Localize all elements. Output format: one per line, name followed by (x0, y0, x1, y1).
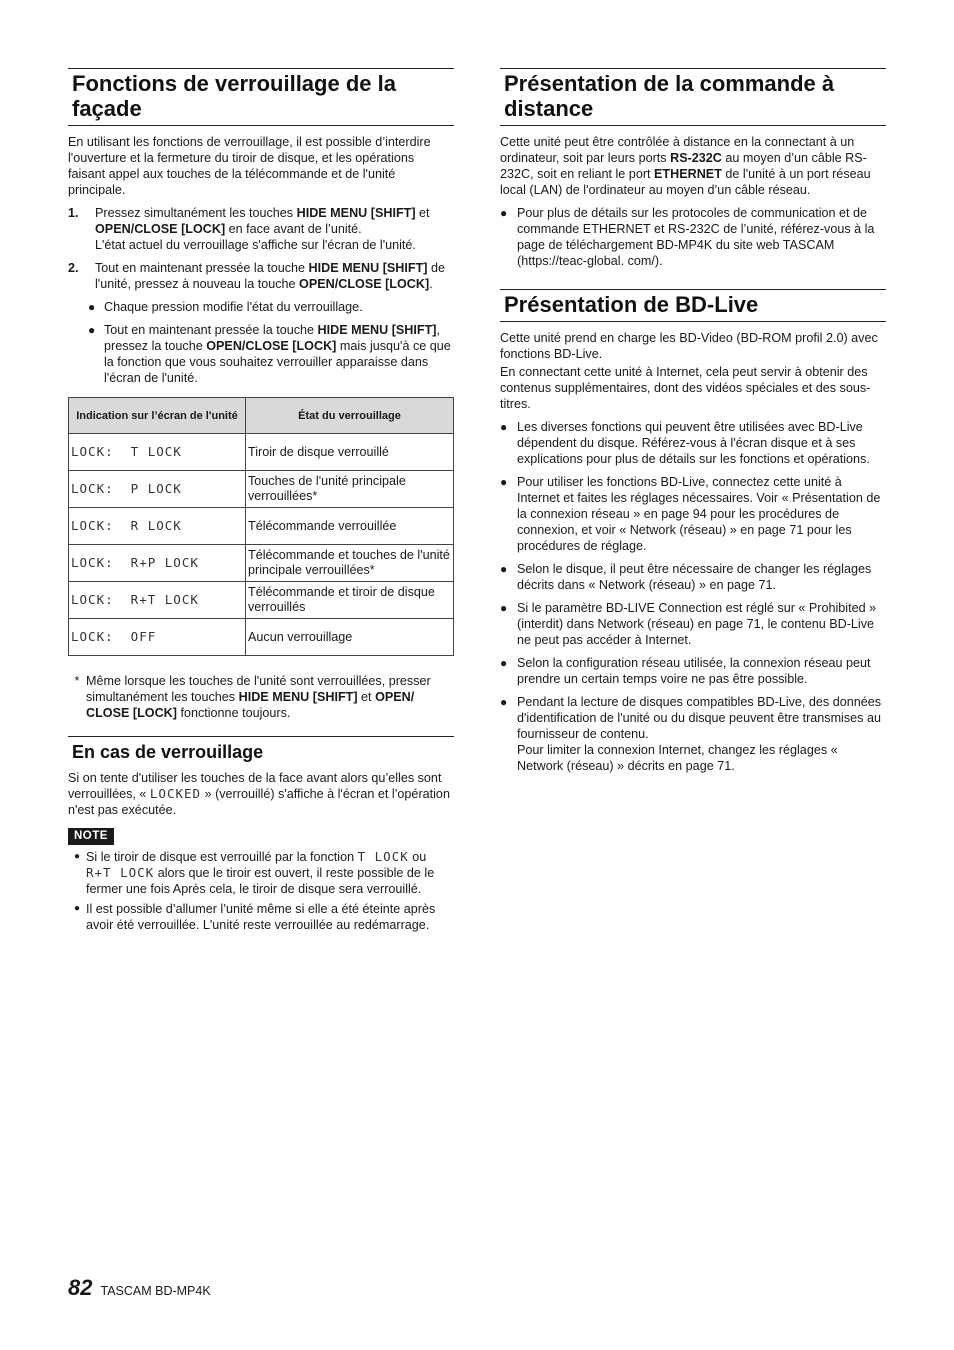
bullet-icon: ● (73, 903, 81, 914)
bullet-text: Pour plus de détails sur les protocoles de communication et de commande ETHERNET et RS-232C de l’unité, référez-vous à la page de téléchargement BD-MP4K du site web TASCAM (https://teac-global. com/). (517, 206, 875, 268)
bullet-icon: ● (500, 420, 508, 434)
note-text: Il est possible d’allumer l’unité même si elle a été éteinte après avoir été verrouillée. L'unité reste verrouillée au redémarrage. (86, 902, 436, 932)
paragraph-text: Cette unité peut être contrôlée à distance en la connectant à un ordinateur, soit par leurs ports (500, 135, 855, 165)
step-text: en face avant de l’unité. (225, 222, 362, 236)
lock-state: Tiroir de disque verrouillé (246, 434, 454, 471)
note-text-part: alors que le tiroir est ouvert, il reste possible de le fermer une fois Après cela, le tiroir de disque sera verrouillé. (86, 866, 435, 896)
page-footer (68, 1275, 211, 1300)
table-row (69, 471, 454, 508)
display-indication: LOCKED (149, 786, 202, 801)
bullet-icon: ● (500, 206, 508, 220)
remote-paragraph (500, 134, 886, 198)
table-header: Indication sur l’écran de l'unité (69, 398, 246, 434)
table-row (69, 434, 454, 471)
bullet-text: Selon le disque, il peut être nécessaire de changer les réglages décrits dans « Network (réseau) » en page 71. (517, 562, 872, 592)
bullet-icon: ● (500, 562, 508, 576)
display-indication: LOCK: OFF (71, 629, 157, 644)
note-text-part: Si le tiroir de disque est verrouillé par la fonction (86, 850, 358, 864)
page-number: 82 (68, 1275, 93, 1300)
display-indication: LOCK: T LOCK (71, 444, 182, 459)
bdlive-bullets (500, 419, 886, 774)
table-row (69, 545, 454, 582)
key-name: HIDE MENU [SHIFT] (308, 261, 428, 275)
paragraph-text: Si on tente d'utiliser les touches de la face avant alors qu’elles sont verrouillées, « (68, 771, 442, 801)
step-result: L'état actuel du verrouillage s'affiche sur l'écran de l'unité. (95, 238, 416, 252)
bdlive-paragraph-1: Cette unité prend en charge les BD-Video (BD-ROM profil 2.0) avec fonctions BD-Live. (500, 331, 878, 361)
bullet-text: Les diverses fonctions qui peuvent être utilisées avec BD-Live dépendent du disque. Référez-vous à l'écran disque et à ses explications pour plus de détails sur les fonctions et opérations. (517, 420, 870, 466)
right-column (500, 68, 886, 774)
list-item (500, 419, 886, 467)
key-name: OPEN/CLOSE [LOCK] (299, 277, 430, 291)
list-item (88, 299, 454, 315)
note-text (86, 849, 454, 897)
step-text: Pressez simultanément les touches (95, 206, 297, 220)
paragraph-text: de l'unité à un port réseau local (LAN) de l'ordinateur au moyen d’un câble réseau. (500, 167, 871, 197)
bullet-icon: ● (500, 475, 508, 489)
left-column (68, 68, 454, 933)
display-indication: LOCK: R+P LOCK (71, 555, 199, 570)
display-indication: T LOCK (357, 849, 409, 864)
bullet-icon: ● (88, 300, 96, 314)
display-indication: R+T LOCK (86, 865, 155, 880)
lock-state: Télécommande verrouillée (246, 508, 454, 545)
lock-state: Télécommande et touches de l'unité principale verrouillées* (246, 545, 454, 582)
lock-state: Télécommande et tiroir de disque verrouillés (246, 582, 454, 619)
bullet-text: Pour utiliser les fonctions BD-Live, connectez cette unité à Internet et faites les réglages nécessaires. Voir « Présentation de la connexion réseau » en page 94 pour les procédures de connexion, et voir « Network (réseau) » en page 71 pour les procédures de réglage. (517, 475, 881, 553)
list-item (500, 655, 886, 687)
locked-paragraph (68, 770, 454, 818)
table-row (69, 582, 454, 619)
section-title-bd-live: Présentation de BD-Live (500, 289, 886, 322)
step-2 (68, 260, 454, 292)
step-text: de l'unité, pressez à nouveau la touche (95, 261, 445, 291)
bullet-text: Chaque pression modifie l'état du verrouillage. (104, 300, 363, 314)
section-title-remote: Présentation de la commande à distance (500, 68, 886, 126)
bullet-text-part: mais jusqu'à ce que la fonction que vous souhaitez verrouiller apparaisse dans l'écran de l'unité. (104, 339, 451, 385)
lock-status-table (68, 397, 454, 656)
note-label: NOTE (68, 828, 114, 845)
list-item (500, 474, 886, 554)
list-item (500, 561, 886, 593)
step-text: et (415, 206, 430, 220)
table-row (69, 619, 454, 656)
bullet-text: Selon la configuration réseau utilisée, la connexion réseau peut prendre un certain temps voire ne pas être possible. (517, 656, 871, 686)
step-text: . (429, 277, 433, 291)
footnote-text: Même lorsque les touches de l'unité sont verrouillées, presser simultanément les touches (86, 674, 431, 704)
table-row (69, 508, 454, 545)
bullet-icon: ● (88, 323, 96, 337)
bullet-text: Pendant la lecture de disques compatibles BD-Live, des données d'identification de l'unité ou du disque peuvent être transmises au fournisseur de contenu. (517, 695, 882, 741)
table-header: État du verrouillage (246, 398, 454, 434)
model-name: TASCAM BD-MP4K (100, 1284, 211, 1298)
note-list (68, 849, 454, 933)
key-name: HIDE MENU [SHIFT] (296, 206, 416, 220)
key-name: OPEN/CLOSE [LOCK] (206, 339, 337, 353)
subsection-title-locked: En cas de verrouillage (68, 736, 454, 764)
bullet-icon: ● (500, 695, 508, 709)
key-name: OPEN/CLOSE [LOCK] (95, 222, 226, 236)
bullet-text-part: , pressez la touche (104, 323, 440, 353)
bullet-text: Si le paramètre BD-LIVE Connection est réglé sur « Prohibited » (interdit) dans Network (réseau) en page 71, le contenu BD-Live ne peut pas accéder à Internet. (517, 601, 877, 647)
step-1 (68, 205, 454, 253)
list-item (88, 322, 454, 386)
table-footnote (68, 673, 454, 721)
display-indication: LOCK: R+T LOCK (71, 592, 199, 607)
bullet-icon: ● (73, 851, 81, 862)
lock-state: Aucun verrouillage (246, 619, 454, 656)
key-name: HIDE MENU [SHIFT] (238, 690, 358, 704)
display-indication: LOCK: P LOCK (71, 481, 182, 496)
paragraph-text: » (verrouillé) s'affiche à l'écran et l’opération n'est pas exécutée. (68, 787, 450, 817)
list-item (500, 600, 886, 648)
bullet-text (104, 322, 454, 386)
list-item (68, 849, 454, 897)
footnote-text: fonctionne toujours. (176, 706, 291, 720)
port-name: ETHERNET (654, 167, 722, 181)
key-name: OPEN/ CLOSE [LOCK] (86, 690, 415, 720)
intro-paragraph: En utilisant les fonctions de verrouillage, il est possible d’interdire l'ouverture et la fermeture du tiroir de disque, et les opérations faisant appel aux touches de la télécommande et de l'unité principale. (68, 135, 431, 197)
list-item (68, 901, 454, 933)
paragraph-text: au moyen d’un câble RS-232C, soit en reliant le port (500, 151, 867, 181)
bullet-text-extra: Pour limiter la connexion Internet, changez les réglages « Network (réseau) » décrits en page 71. (517, 743, 838, 773)
list-item (500, 205, 886, 269)
lock-state: Touches de l'unité principale verrouillées* (246, 471, 454, 508)
note-text-part: ou (408, 850, 427, 864)
step-text: Tout en maintenant pressée la touche (95, 261, 309, 275)
footnote-text: et (357, 690, 376, 704)
footnote-mark: * (74, 674, 80, 688)
list-item (500, 694, 886, 774)
step-2-bullets (88, 299, 454, 386)
bdlive-paragraph-2: En connectant cette unité à Internet, cela peut servir à obtenir des contenus supplémentaires, dont des vidéos spéciales et des sous-titres. (500, 365, 871, 411)
step-number: 1. (68, 206, 79, 220)
bullet-icon: ● (500, 601, 508, 615)
port-name: RS-232C (670, 151, 722, 165)
step-number: 2. (68, 261, 79, 275)
bullet-icon: ● (500, 656, 508, 670)
section-title-front-lock: Fonctions de verrouillage de la façade (68, 68, 454, 126)
display-indication: LOCK: R LOCK (71, 518, 182, 533)
bullet-text-part: Tout en maintenant pressée la touche (104, 323, 318, 337)
key-name: HIDE MENU [SHIFT] (317, 323, 437, 337)
